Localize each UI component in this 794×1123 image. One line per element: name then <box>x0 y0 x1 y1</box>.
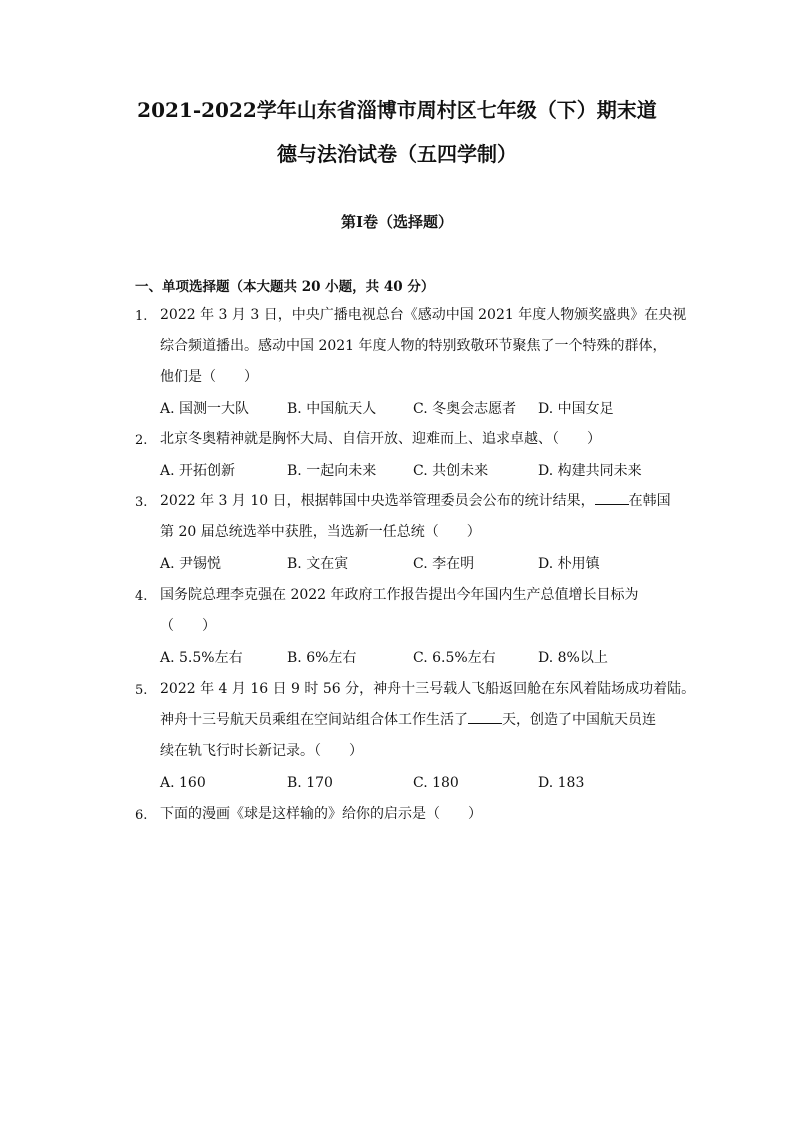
question-text-line: 第 20 届总统选举中获胜，当选新一任总统（ ） <box>160 524 481 540</box>
option-a: A. 开拓创新 <box>160 463 236 479</box>
question-text-before-blank: 神舟十三号航天员乘组在空间站组合体工作生活了 <box>160 712 468 728</box>
option-b: B. 一起向未来 <box>287 463 377 479</box>
exam-title-line-2: 德与法治试卷（五四学制） <box>277 142 517 166</box>
question-number: 5. <box>135 683 148 698</box>
option-c: C. 冬奥会志愿者 <box>413 401 517 417</box>
question-number: 4. <box>135 589 148 604</box>
option-a: A. 160 <box>160 775 206 791</box>
question-text-line <box>160 492 671 510</box>
question-text-after-blank: 在韩国 <box>628 493 671 509</box>
option-d: D. 中国女足 <box>538 401 614 417</box>
question-text-line: 续在轨飞行时长新记录。（ ） <box>160 743 363 759</box>
exam-title-line-1: 2021-2022学年山东省淄博市周村区七年级（下）期末道 <box>137 98 657 122</box>
question-text-line: 2022 年 4 月 16 日 9 时 56 分，神舟十三号载人飞船返回舱在东风着陆场成功着陆。 <box>160 681 696 697</box>
option-c: C. 李在明 <box>413 556 475 572</box>
option-b: B. 6%左右 <box>287 650 357 666</box>
option-a: A. 国测一大队 <box>160 401 250 417</box>
question-text-line: 他们是（ ） <box>160 369 258 385</box>
question-number: 3. <box>135 495 148 510</box>
section-title: 第Ⅰ卷（选择题） <box>340 213 454 231</box>
option-d: D. 183 <box>538 775 585 791</box>
answer-blank <box>595 492 629 505</box>
option-a: A. 尹锡悦 <box>160 556 222 572</box>
option-d: D. 构建共同未来 <box>538 463 642 479</box>
question-text-line: 国务院总理李克强在 2022 年政府工作报告提出今年国内生产总值增长目标为 <box>160 587 639 603</box>
option-b: B. 中国航天人 <box>287 401 377 417</box>
option-c: C. 共创未来 <box>413 463 489 479</box>
question-number: 1. <box>135 309 148 324</box>
option-c: C. 6.5%左右 <box>413 650 496 666</box>
part-heading: 一、单项选择题（本大题共 20 小题，共 40 分） <box>135 279 435 295</box>
question-text-after-blank: 天，创造了中国航天员连 <box>502 712 656 728</box>
option-c: C. 180 <box>413 775 459 791</box>
question-text-line <box>160 711 656 729</box>
question-text-before-blank: 2022 年 3 月 10 日，根据韩国中央选举管理委员会公布的统计结果， <box>160 493 595 509</box>
question-text-line: （ ） <box>160 618 216 634</box>
option-d: D. 8%以上 <box>538 650 608 666</box>
question-number: 2. <box>135 433 148 448</box>
question-text-line: 北京冬奥精神就是胸怀大局、自信开放、迎难而上、追求卓越、（ ） <box>160 431 601 447</box>
option-b: B. 170 <box>287 775 333 791</box>
question-text-line: 2022 年 3 月 3 日，中央广播电视总台《感动中国 2021 年度人物颁奖盛典》在央视 <box>160 307 687 323</box>
option-d: D. 朴用镇 <box>538 556 600 572</box>
question-number: 6. <box>135 808 148 823</box>
answer-blank <box>468 711 502 724</box>
option-a: A. 5.5%左右 <box>160 650 243 666</box>
option-b: B. 文在寅 <box>287 556 349 572</box>
question-text-line: 综合频道播出。感动中国 2021 年度人物的特别致敬环节聚焦了一个特殊的群体， <box>160 338 667 354</box>
question-text-line: 下面的漫画《球是这样输的》给你的启示是（ ） <box>160 806 482 822</box>
